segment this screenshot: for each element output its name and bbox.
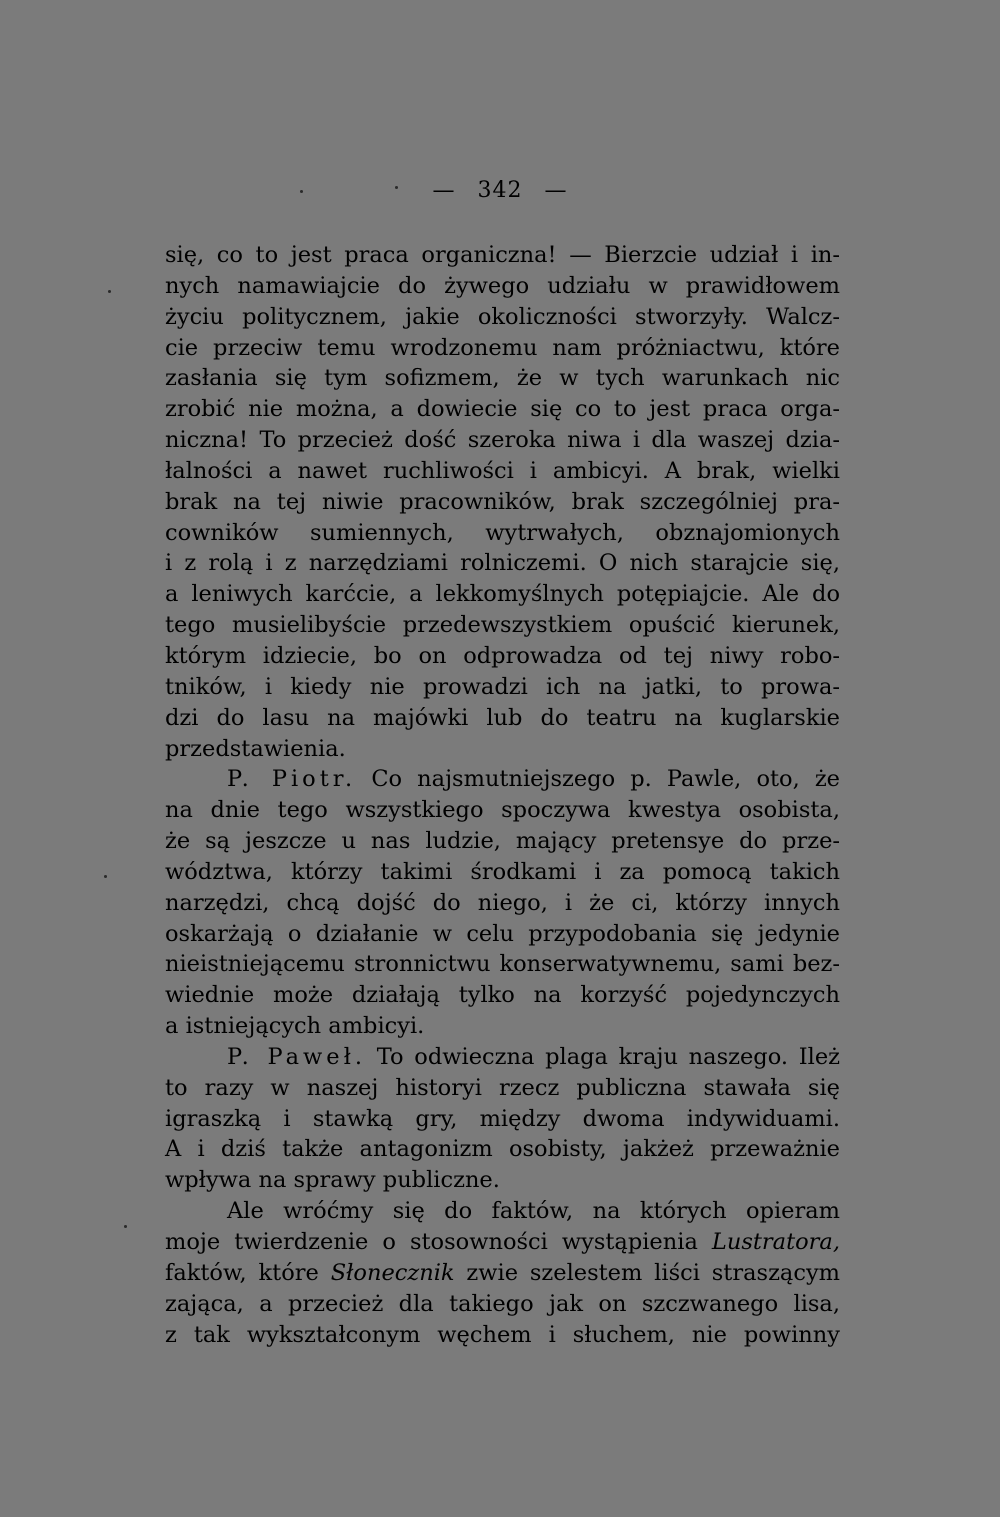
- text-line: życiu politycznem, jakie okoliczności stworzyły. Walcz-: [165, 303, 840, 330]
- text-line: [165, 1258, 840, 1289]
- text-line: się, co to jest praca organiczna! — Bierzcie udział i in-: [165, 242, 840, 268]
- text-line: którym idziecie, bo on odprowadza od tej niwy robo-: [165, 642, 840, 669]
- text-line: że są jeszcze u nas ludzie, mający pretensye do prze-: [165, 828, 840, 855]
- header-dash-right: —: [544, 178, 568, 203]
- text-line: z tak wykształconym węchem i słuchem, nie powinny: [165, 1321, 840, 1348]
- text-run: zwie szelestem liści straszącym: [454, 1259, 840, 1286]
- text-line: igraszką i stawką gry, między dwoma indywiduami.: [165, 1105, 840, 1132]
- speaker-name: P. Paweł.: [227, 1043, 367, 1070]
- text-line: nych namawiajcie do żywego udziału w prawidłowem: [165, 272, 840, 299]
- text-line: na dnie tego wszystkiego spoczywa kwestya osobista,: [165, 797, 840, 824]
- text-line: zasłania się tym sofizmem, że w tych warunkach nic: [165, 365, 840, 392]
- dialogue-line: [165, 1042, 840, 1073]
- scan-speck: [124, 1225, 127, 1228]
- scan-speck: [395, 186, 398, 189]
- text-line: przedstawienia.: [165, 735, 346, 762]
- text-line: brak na tej niwie pracowników, brak szczególniej pra-: [165, 488, 840, 515]
- text-line: i z rolą i z narzędziami rolniczemi. O nich starajcie się,: [165, 550, 840, 577]
- scan-speck: [108, 290, 111, 293]
- text-line: narzędzi, chcą dojść do niego, i że ci, którzy innych: [165, 889, 840, 916]
- speaker-name: P. Piotr.: [227, 766, 357, 793]
- scan-speck: [104, 875, 107, 878]
- header-dash-left: —: [432, 178, 456, 203]
- text-line: a leniwych karćcie, a lekkomyślnych potępiajcie. Ale do: [165, 581, 840, 608]
- text-line: wództwa, którzy takimi środkami i za pomocą takich: [165, 858, 840, 885]
- italic-title: Lustratora,: [711, 1229, 840, 1255]
- text-line: dzi do lasu na majówki lub do teatru na kuglarskie: [165, 704, 840, 731]
- text-line: oskarżają o działanie w celu przypodobania się jedynie: [165, 920, 840, 947]
- text-line: tników, i kiedy nie prowadzi ich na jatki, to prowa-: [165, 673, 840, 700]
- dialogue-text: Co najsmutniejszego p. Pawle, oto, że: [371, 766, 840, 793]
- text-line: zająca, a przecież dla takiego jak on szczwanego lisa,: [165, 1290, 840, 1317]
- text-line: to razy w naszej historyi rzecz publiczna stawała się: [165, 1074, 840, 1101]
- scan-speck: [300, 190, 303, 193]
- page-body: [165, 240, 840, 1350]
- text-line: [165, 1227, 840, 1258]
- dialogue-line: [165, 764, 840, 795]
- dialogue-text: To odwieczna plaga kraju naszego. Ileż: [376, 1043, 840, 1070]
- text-line: Ale wróćmy się do faktów, na których opieram: [227, 1198, 840, 1225]
- text-run: moje twierdzenie o stosowności wystąpienia: [165, 1229, 712, 1255]
- text-line: niczna! To przecież dość szeroka niwa i dla waszej dzia-: [165, 427, 840, 454]
- text-line: wiednie może działają tylko na korzyść pojedynczych: [165, 982, 840, 1009]
- italic-title: Słonecznik: [330, 1259, 455, 1286]
- text-line: tego musielibyście przedewszystkiem opuścić kierunek,: [165, 612, 840, 639]
- text-line: zrobić nie można, a dowiecie się co to jest praca orga-: [165, 396, 840, 423]
- text-run: faktów, które: [165, 1259, 331, 1286]
- text-line: cie przeciw temu wrodzonemu nam próżniactwu, które: [165, 334, 840, 361]
- text-line: cowników sumiennych, wytrwałych, obznajomionych: [165, 519, 840, 546]
- text-line: nieistniejącemu stronnictwu konserwatywnemu, sami bez-: [165, 951, 840, 978]
- page-number: 342: [477, 178, 523, 203]
- text-line: wpływa na sprawy publiczne.: [165, 1167, 500, 1194]
- text-line: a istniejących ambicyi.: [165, 1013, 425, 1040]
- text-line: A i dziś także antagonizm osobisty, jakżeż przeważnie: [165, 1136, 840, 1163]
- text-line: łalności a nawet ruchliwości i ambicyi. A brak, wielki: [165, 457, 840, 484]
- page-header: [0, 178, 1000, 203]
